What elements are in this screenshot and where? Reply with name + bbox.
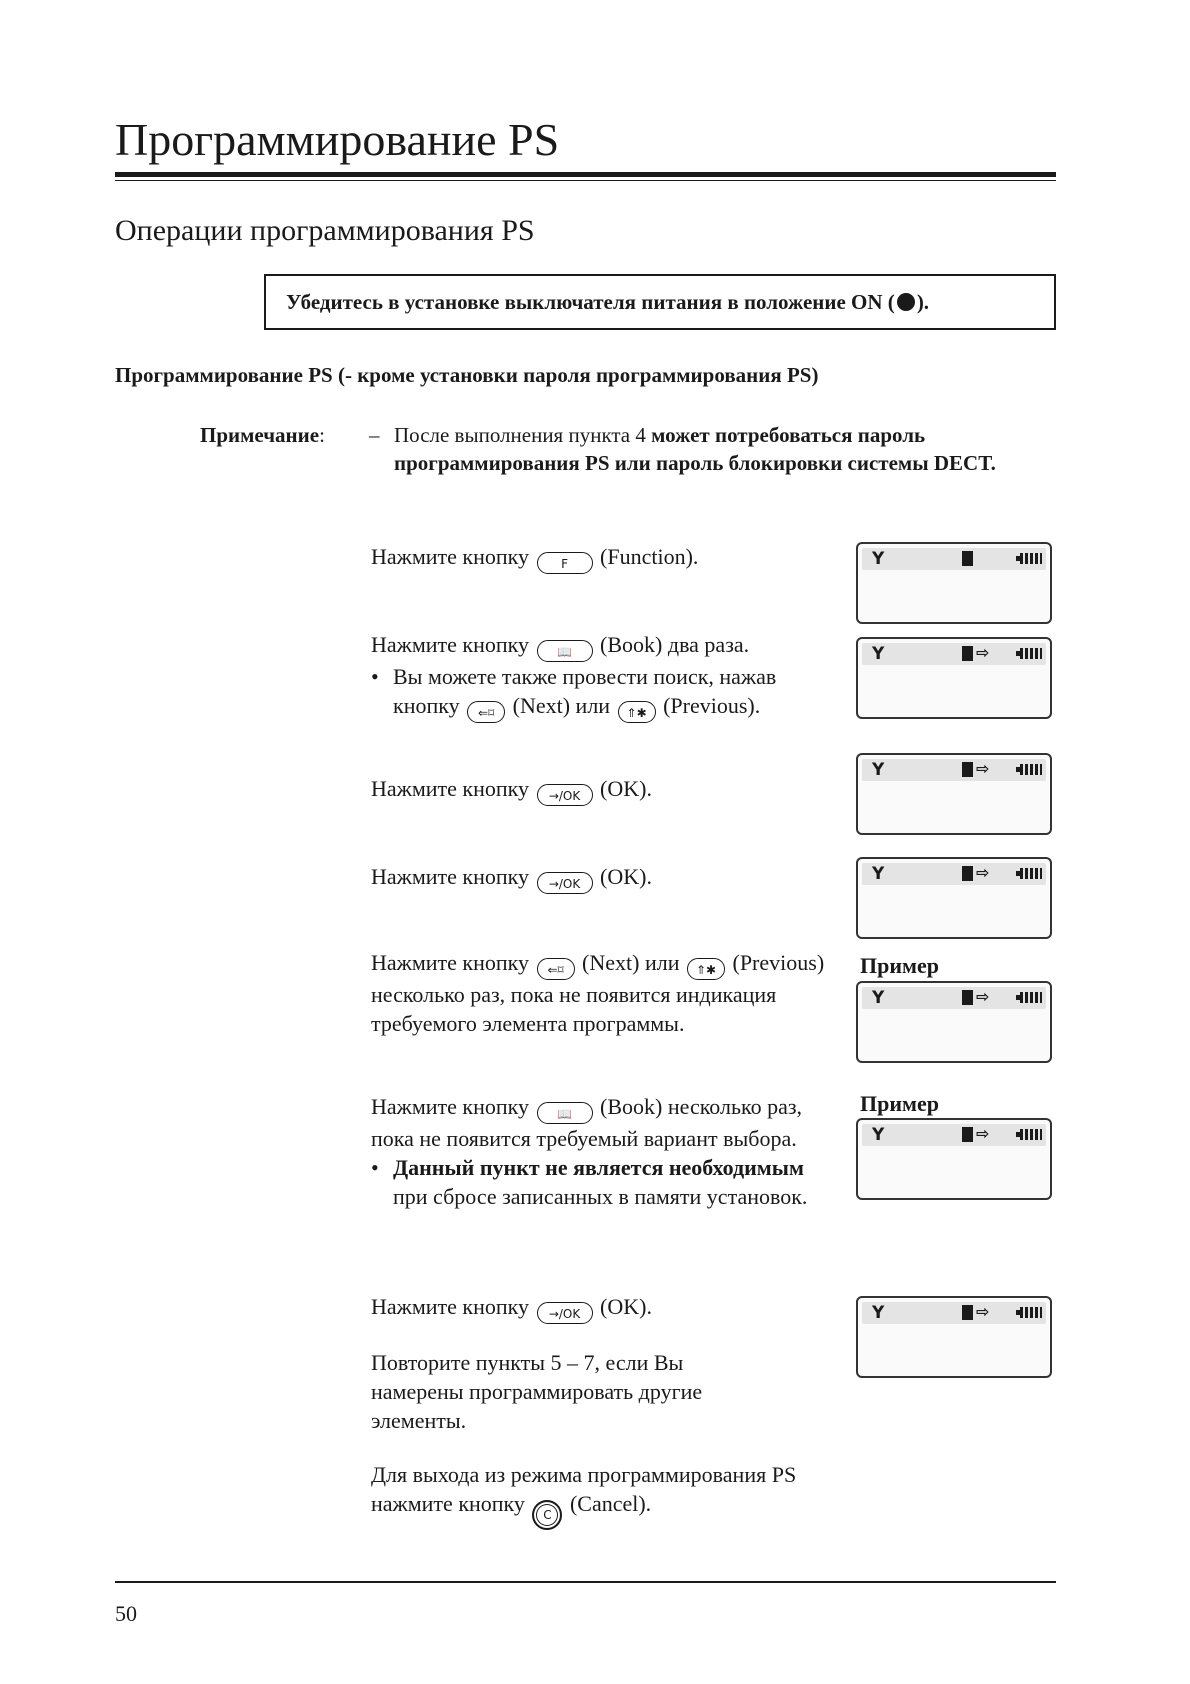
step-3-key-label: (OK).	[600, 776, 652, 801]
ok-key-icon: →/OK	[537, 1302, 593, 1324]
lcd-status-bar	[862, 548, 1046, 570]
bullet-mark: •	[371, 1155, 379, 1180]
note-label	[200, 421, 325, 449]
step-2-main	[371, 630, 826, 662]
step-7-key-label: (OK).	[600, 1294, 652, 1319]
lcd-display-4	[856, 857, 1052, 939]
step-9-text: Для выхода из режима программирования PS нажмите кнопку	[371, 1462, 797, 1516]
step-5	[371, 948, 826, 1038]
step-1-key-label: (Function).	[600, 544, 699, 569]
note-text	[394, 421, 1034, 477]
page-number: 50	[115, 1601, 137, 1626]
step-2-bullet-previous: (Previous).	[663, 693, 761, 718]
note-text-plain: После выполнения пункта 4	[394, 423, 652, 447]
page-title: Программирование PS	[115, 114, 560, 165]
function-indicator-icon	[962, 646, 973, 661]
lcd-display-6	[856, 1118, 1052, 1200]
battery-icon	[1020, 868, 1042, 879]
step-2-bullet-text: Вы можете также провести поиск, нажав кнопку	[393, 664, 777, 718]
step-5-text: Нажмите кнопку	[371, 950, 530, 975]
note-text-bold: может потребоваться пароль программирования PS или пароль блокировки системы DECT.	[394, 423, 996, 475]
step-6	[371, 1092, 826, 1211]
lcd-status-bar	[862, 987, 1046, 1009]
example-label: Пример	[860, 953, 940, 978]
power-notice-text	[286, 288, 929, 316]
previous-key-icon: ⇑✱	[687, 958, 725, 980]
note-colon: :	[319, 423, 325, 447]
step-6-bullet-bold: Данный пункт не является необходимым	[393, 1155, 804, 1180]
arrow-icon: ⇨	[976, 1124, 990, 1143]
lcd-status-bar	[862, 1124, 1046, 1146]
arrow-icon: ⇨	[976, 987, 990, 1006]
function-indicator-icon	[962, 990, 973, 1005]
arrow-icon: ⇨	[976, 643, 990, 662]
antenna-icon: Y	[872, 760, 885, 780]
step-2-text: Нажмите кнопку	[371, 632, 530, 657]
step-9-key-label: (Cancel).	[569, 1491, 652, 1516]
cancel-key-icon: C	[532, 1500, 562, 1530]
battery-icon	[1020, 1129, 1042, 1140]
battery-icon	[1020, 992, 1042, 1003]
antenna-icon: Y	[872, 864, 885, 884]
antenna-icon: Y	[872, 1303, 885, 1323]
footer-rule	[115, 1581, 1056, 1583]
step-4-key-label: (OK).	[600, 864, 652, 889]
power-notice-box	[264, 274, 1056, 330]
example-label: Пример	[860, 1091, 940, 1116]
lcd-display-5	[856, 981, 1052, 1063]
step-7	[371, 1292, 826, 1324]
step-6-bullet-plain: при сбросе записанных в памяти установок.	[393, 1184, 808, 1209]
battery-icon	[1020, 764, 1042, 775]
lcd-display-2	[856, 637, 1052, 719]
function-key-icon: F	[537, 552, 593, 574]
step-7-text: Нажмите кнопку	[371, 1294, 530, 1319]
arrow-icon: ⇨	[976, 1302, 990, 1321]
step-6-key-label: (Book) несколько раз, пока не появится требуемый вариант выбора.	[371, 1094, 803, 1151]
note-dash: –	[369, 423, 380, 447]
lcd-display-7	[856, 1296, 1052, 1378]
power-on-dot-icon	[897, 293, 915, 311]
step-3-text: Нажмите кнопку	[371, 776, 530, 801]
lcd-display-3	[856, 753, 1052, 835]
next-key-icon: ⇐⌑	[537, 958, 575, 980]
notice-text-after: ).	[916, 290, 930, 314]
step-4	[371, 862, 826, 894]
next-key-icon: ⇐⌑	[467, 701, 505, 723]
notice-text-before: Убедитесь в установке выключателя питания в положение ON (	[286, 290, 895, 314]
antenna-icon: Y	[872, 549, 885, 569]
procedure-subheading: Программирование PS (- кроме установки пароля программирования PS)	[115, 363, 819, 387]
step-1-text: Нажмите кнопку	[371, 544, 530, 569]
step-8: Повторите пункты 5 – 7, если Вы намерены программировать другие элементы.	[371, 1350, 703, 1433]
note-label-text: Примечание	[200, 423, 320, 447]
step-2	[371, 630, 826, 723]
step-6-main	[371, 1092, 826, 1153]
step-2-bullet-next: (Next) или	[512, 693, 611, 718]
step-5-previous: (Previous) несколько раз, пока не появится индикация требуемого элемента программы.	[371, 950, 825, 1036]
function-indicator-icon	[962, 1305, 973, 1320]
battery-icon	[1020, 648, 1042, 659]
battery-icon	[1020, 1307, 1042, 1318]
lcd-status-bar	[862, 643, 1046, 665]
function-indicator-icon	[962, 551, 973, 566]
arrow-icon: ⇨	[976, 759, 990, 778]
step-3	[371, 774, 826, 806]
book-key-icon: 📖	[537, 640, 593, 662]
step-1	[371, 542, 826, 574]
step-9	[371, 1460, 811, 1530]
antenna-icon: Y	[872, 988, 885, 1008]
lcd-status-bar	[862, 759, 1046, 781]
step-5-next: (Next) или	[582, 950, 680, 975]
previous-key-icon: ⇑✱	[618, 701, 656, 723]
function-indicator-icon	[962, 1127, 973, 1142]
lcd-display-1	[856, 542, 1052, 624]
bullet-mark: •	[371, 664, 379, 689]
lcd-status-bar	[862, 1302, 1046, 1324]
book-key-icon: 📖	[537, 1102, 593, 1124]
step-2-bullet	[371, 662, 826, 723]
lcd-status-bar	[862, 863, 1046, 885]
function-indicator-icon	[962, 762, 973, 777]
arrow-icon: ⇨	[976, 863, 990, 882]
antenna-icon: Y	[872, 1125, 885, 1145]
step-2-key-label: (Book) два раза.	[600, 632, 750, 657]
ok-key-icon: →/OK	[537, 784, 593, 806]
step-6-bullet	[371, 1153, 826, 1211]
ok-key-icon: →/OK	[537, 872, 593, 894]
battery-icon	[1020, 553, 1042, 564]
step-4-text: Нажмите кнопку	[371, 864, 530, 889]
function-indicator-icon	[962, 866, 973, 881]
step-6-text: Нажмите кнопку	[371, 1094, 530, 1119]
section-title: Операции программирования PS	[115, 214, 535, 247]
antenna-icon: Y	[872, 644, 885, 664]
title-rule	[115, 172, 1056, 181]
